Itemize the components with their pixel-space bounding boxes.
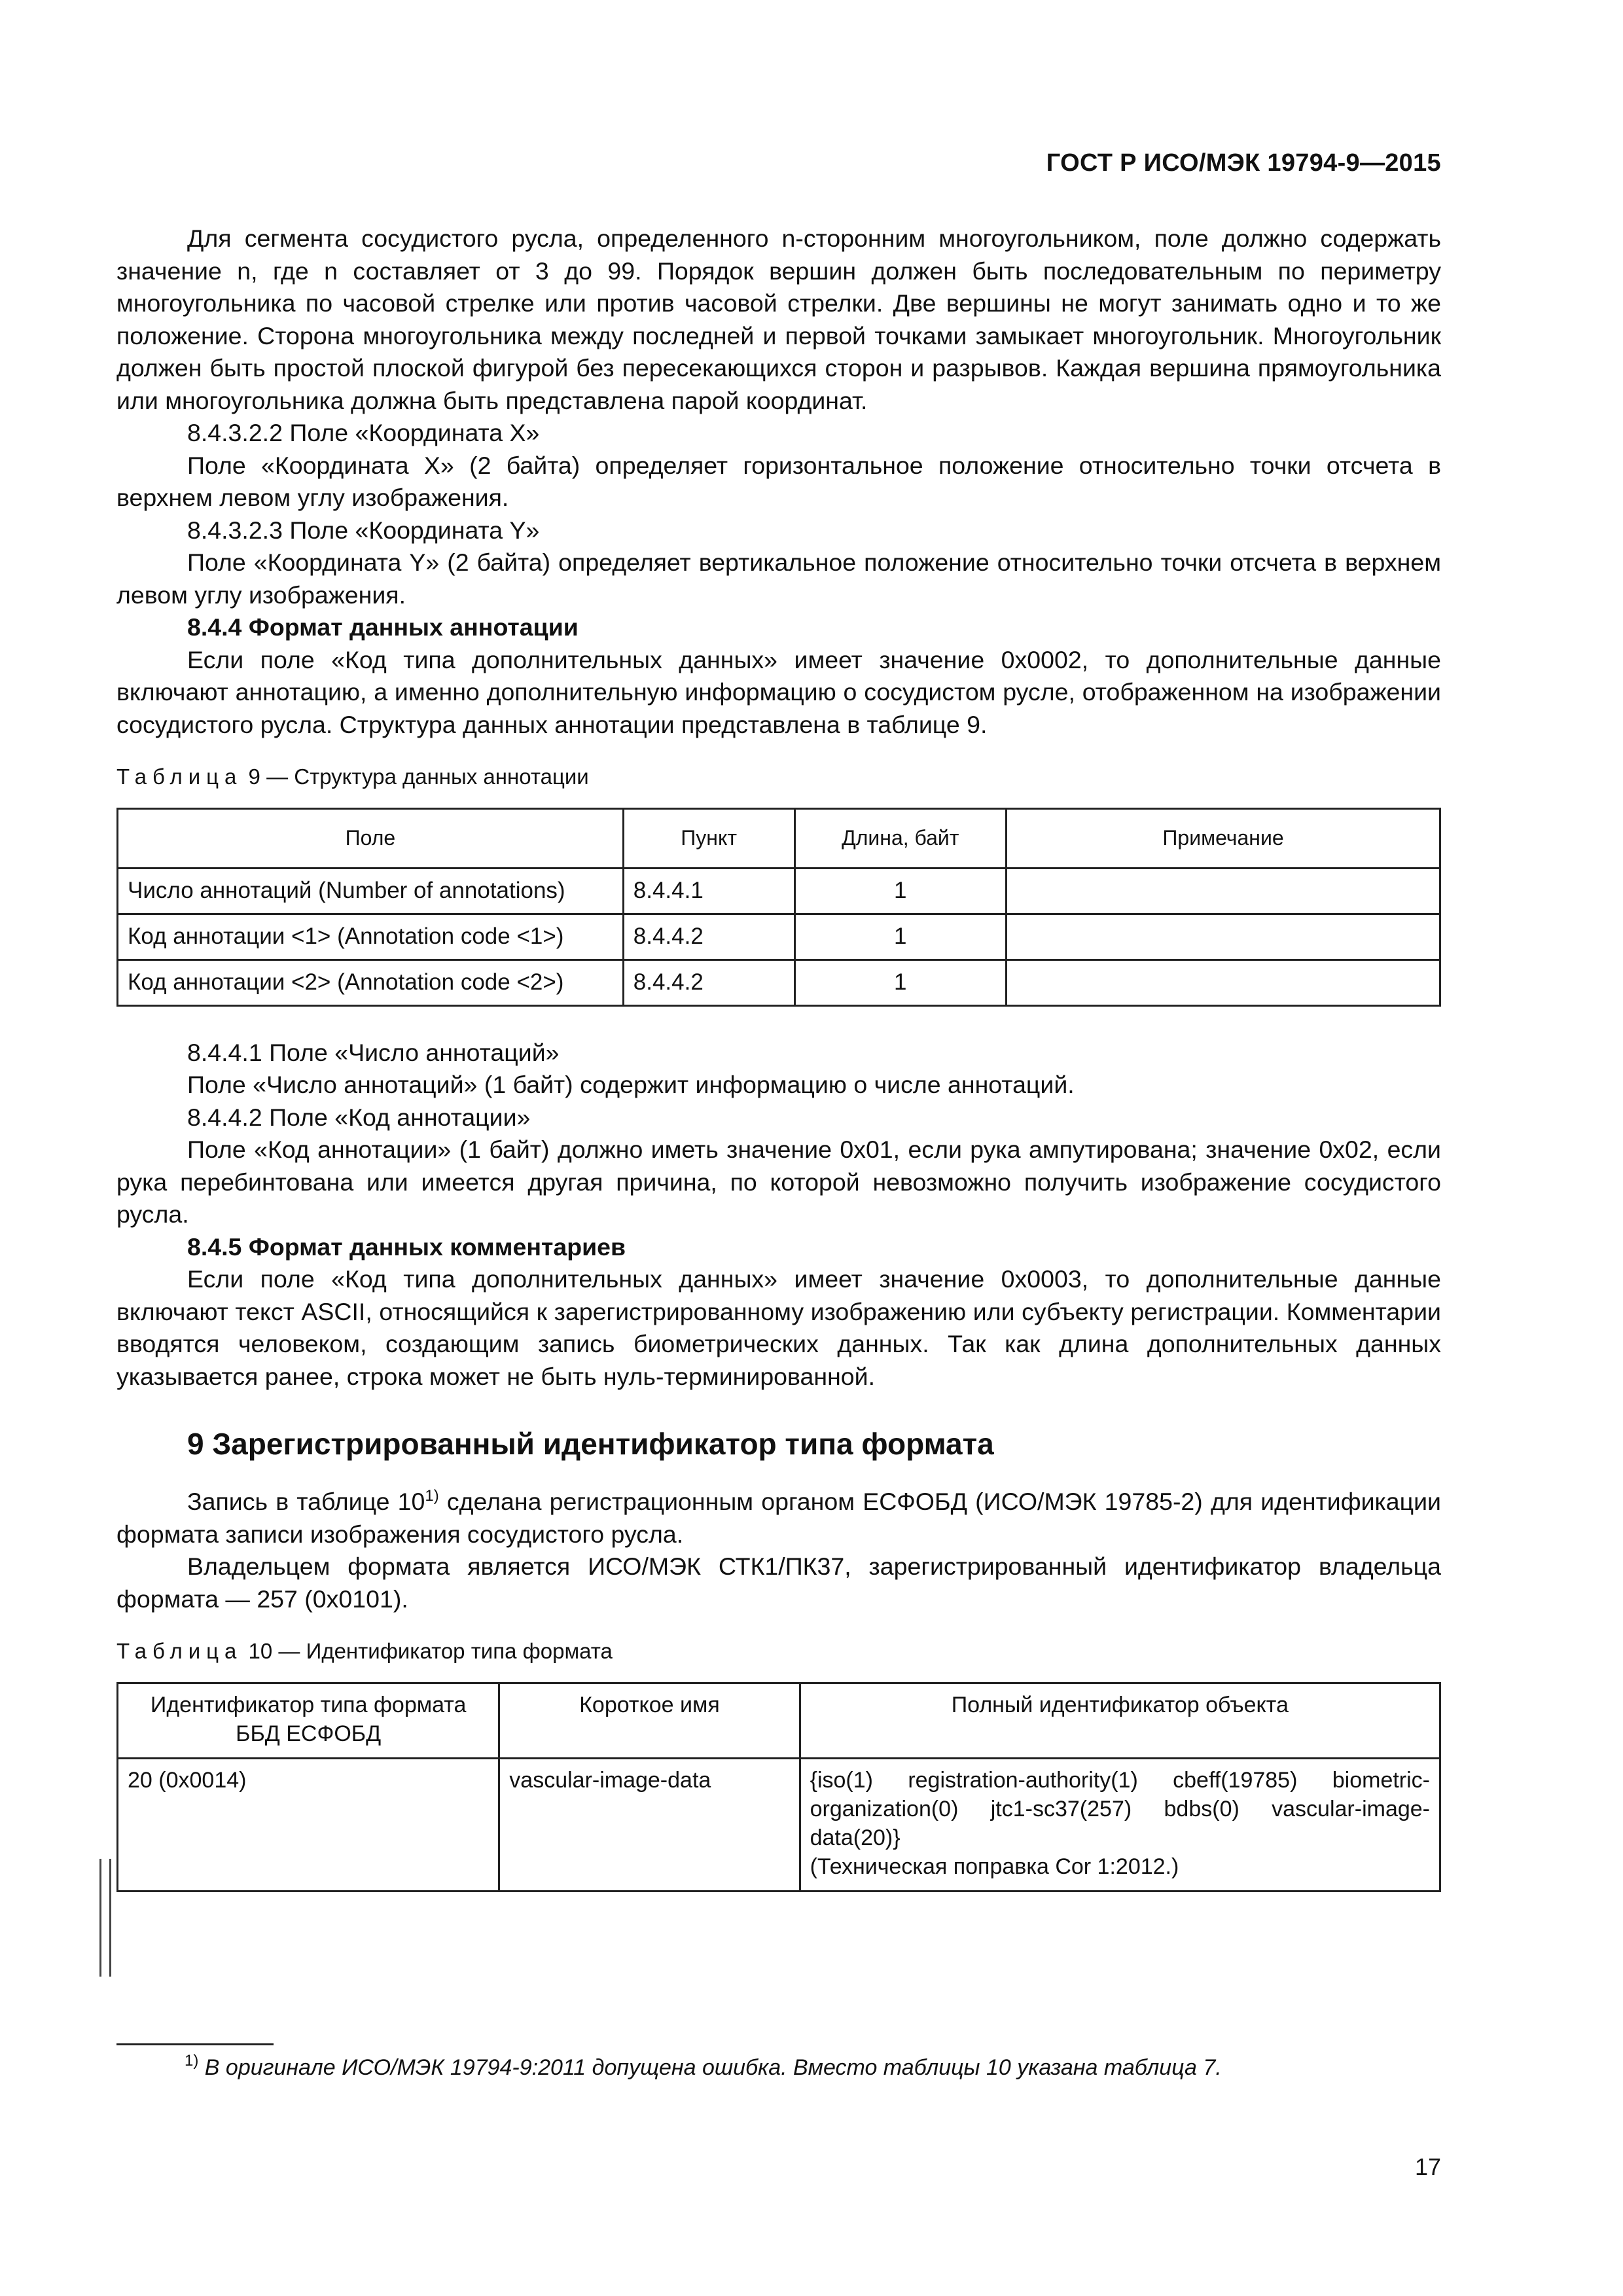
table10-header-cell: Идентификатор типа формата ББД ЕСФОБД: [118, 1683, 499, 1758]
document-header: ГОСТ Р ИСО/МЭК 19794-9—2015: [1046, 149, 1441, 177]
table-cell: [1007, 868, 1440, 914]
paragraph-registration-start: Запись в таблице 10: [187, 1488, 425, 1515]
table-cell: 1: [794, 868, 1007, 914]
paragraph-registration: [116, 1486, 1441, 1551]
table-row: [118, 868, 1440, 914]
change-margin-bar: [99, 1859, 111, 1977]
subsection-heading-annotation: 8.4.4 Формат данных аннотации: [187, 613, 579, 641]
table9-header-row: [118, 808, 1440, 868]
footnote-ref: 1): [425, 1487, 439, 1505]
table-cell: [800, 1758, 1440, 1891]
paragraph-annotation-count: Поле «Число аннотаций» (1 байт) содержит информацию о числе аннотаций.: [187, 1071, 1075, 1098]
paragraph-annotation-code: Поле «Код аннотации» (1 байт) должно иметь значение 0x01, если рука ампутирована; значение 0x02, если рука перебинтована или имеется другая причина, по которой невозможно получить изображение сосудистого русла.: [116, 1136, 1441, 1228]
table-cell: 20 (0x0014): [118, 1758, 499, 1891]
table-row: [118, 914, 1440, 960]
technical-correction-note: (Техническая поправка Cor 1:2012.): [810, 1854, 1179, 1879]
table-cell: 8.4.4.1: [623, 868, 794, 914]
table-cell: 1: [794, 960, 1007, 1005]
footnote-text: В оригинале ИСО/МЭК 19794-9:2011 допущена ошибка. Вместо таблицы 10 указана таблица 7.: [198, 2055, 1222, 2080]
table-row: [118, 1758, 1440, 1891]
table-cell: vascular-image-data: [499, 1758, 800, 1891]
paragraph-comments: Если поле «Код типа дополнительных данных» имеет значение 0x0003, то дополнительные данные включают текст ASCII, относящийся к зарегистрированному изображению или субъекту регистрации. Комментарии вводятся человеком, создающим запись биометрических данных. Так как длина дополнительных данных указывается ранее, строка может не быть нуль-терминированной.: [116, 1265, 1441, 1390]
table-cell: 8.4.4.2: [623, 914, 794, 960]
table9-header-cell: Длина, байт: [794, 808, 1007, 868]
footnote-mark: 1): [185, 2052, 199, 2070]
page-number: 17: [1414, 2153, 1441, 2180]
table9-header-cell: Пункт: [623, 808, 794, 868]
paragraph-polygon: Для сегмента сосудистого русла, определенного n-сторонним многоугольником, поле должно содержать значение n, где n составляет от 3 до 99. Порядок вершин должен быть последовательным по периметру многоугольника по часовой стрелке или против часовой стрелки. Две вершины не могут занимать одно и то же положение. Сторона многоугольника между последней и первой точками замыкает многоугольник. Многоугольник должен быть простой плоской фигурой без пересекающихся сторон и разрывов. Каждая вершина прямоугольника или многоугольника должна быть представлена парой координат.: [116, 224, 1441, 414]
table-cell: Число аннотаций (Number of annotations): [118, 868, 624, 914]
table-cell: Код аннотации <1> (Annotation code <1>): [118, 914, 624, 960]
paragraph-annotation: Если поле «Код типа дополнительных данных» имеет значение 0x0002, то дополнительные данные включают аннотацию, а именно дополнительную информацию о сосудистом русле, отображенном на изображении сосудистого русла. Структура данных аннотации представлена в таблице 9.: [116, 645, 1441, 738]
paragraph-coord-x: Поле «Координата X» (2 байта) определяет горизонтальное положение относительно точки отсчета в верхнем левом углу изображения.: [116, 451, 1441, 511]
paragraph-coord-y: Поле «Координата Y» (2 байта) определяет вертикальное положение относительно точки отсчета в верхнем левом углу изображения.: [116, 548, 1441, 609]
footnote: [185, 2052, 1222, 2081]
table9-header-cell: Примечание: [1007, 808, 1440, 868]
subsection-heading-coord-y: 8.4.3.2.3 Поле «Координата Y»: [187, 516, 540, 544]
table9-caption-label: Таблица: [116, 764, 243, 789]
table10-caption-label: Таблица: [116, 1639, 243, 1663]
table-cell: 8.4.4.2: [623, 960, 794, 1005]
table10-caption-text: 10 — Идентификатор типа формата: [242, 1639, 613, 1663]
table-row: [118, 960, 1440, 1005]
object-identifier: {iso(1) registration-authority(1) cbeff(19785) biometric-organization(0) jtc1-sc37(257) bdbs(0) vascular-image-data(20)}: [810, 1767, 1430, 1850]
table-cell: 1: [794, 914, 1007, 960]
footnote-rule: [116, 2043, 274, 2045]
table10-caption: [116, 1635, 1441, 1668]
paragraph-owner: Владельцем формата является ИСО/МЭК СТК1/ПК37, зарегистрированный идентификатор владельца формата — 257 (0x0101).: [116, 1552, 1441, 1613]
table-cell: [1007, 914, 1440, 960]
table10-header-cell: Полный идентификатор объекта: [800, 1683, 1440, 1758]
table9-header-cell: Поле: [118, 808, 624, 868]
subsection-heading-annotation-count: 8.4.4.1 Поле «Число аннотаций»: [187, 1038, 560, 1066]
paragraph-registration-end: сделана регистрационным органом ЕСФОБД (ИСО/МЭК 19785-2) для идентификации формата записи изображения сосудистого русла.: [116, 1488, 1441, 1548]
table-cell: Код аннотации <2> (Annotation code <2>): [118, 960, 624, 1005]
subsection-heading-comments: 8.4.5 Формат данных комментариев: [187, 1232, 626, 1261]
table9-caption-text: 9 — Структура данных аннотации: [242, 764, 589, 789]
section-heading-9: 9 Зарегистрированный идентификатор типа формата: [187, 1427, 994, 1461]
subsection-heading-annotation-code: 8.4.4.2 Поле «Код аннотации»: [187, 1103, 531, 1131]
table-cell: [1007, 960, 1440, 1005]
table10: [116, 1682, 1441, 1892]
table9: [116, 808, 1441, 1007]
table10-header-row: [118, 1683, 1440, 1758]
subsection-heading-coord-x: 8.4.3.2.2 Поле «Координата X»: [187, 419, 540, 446]
table10-header-cell: Короткое имя: [499, 1683, 800, 1758]
body-text: [116, 223, 1441, 1892]
table9-caption: [116, 761, 1441, 793]
